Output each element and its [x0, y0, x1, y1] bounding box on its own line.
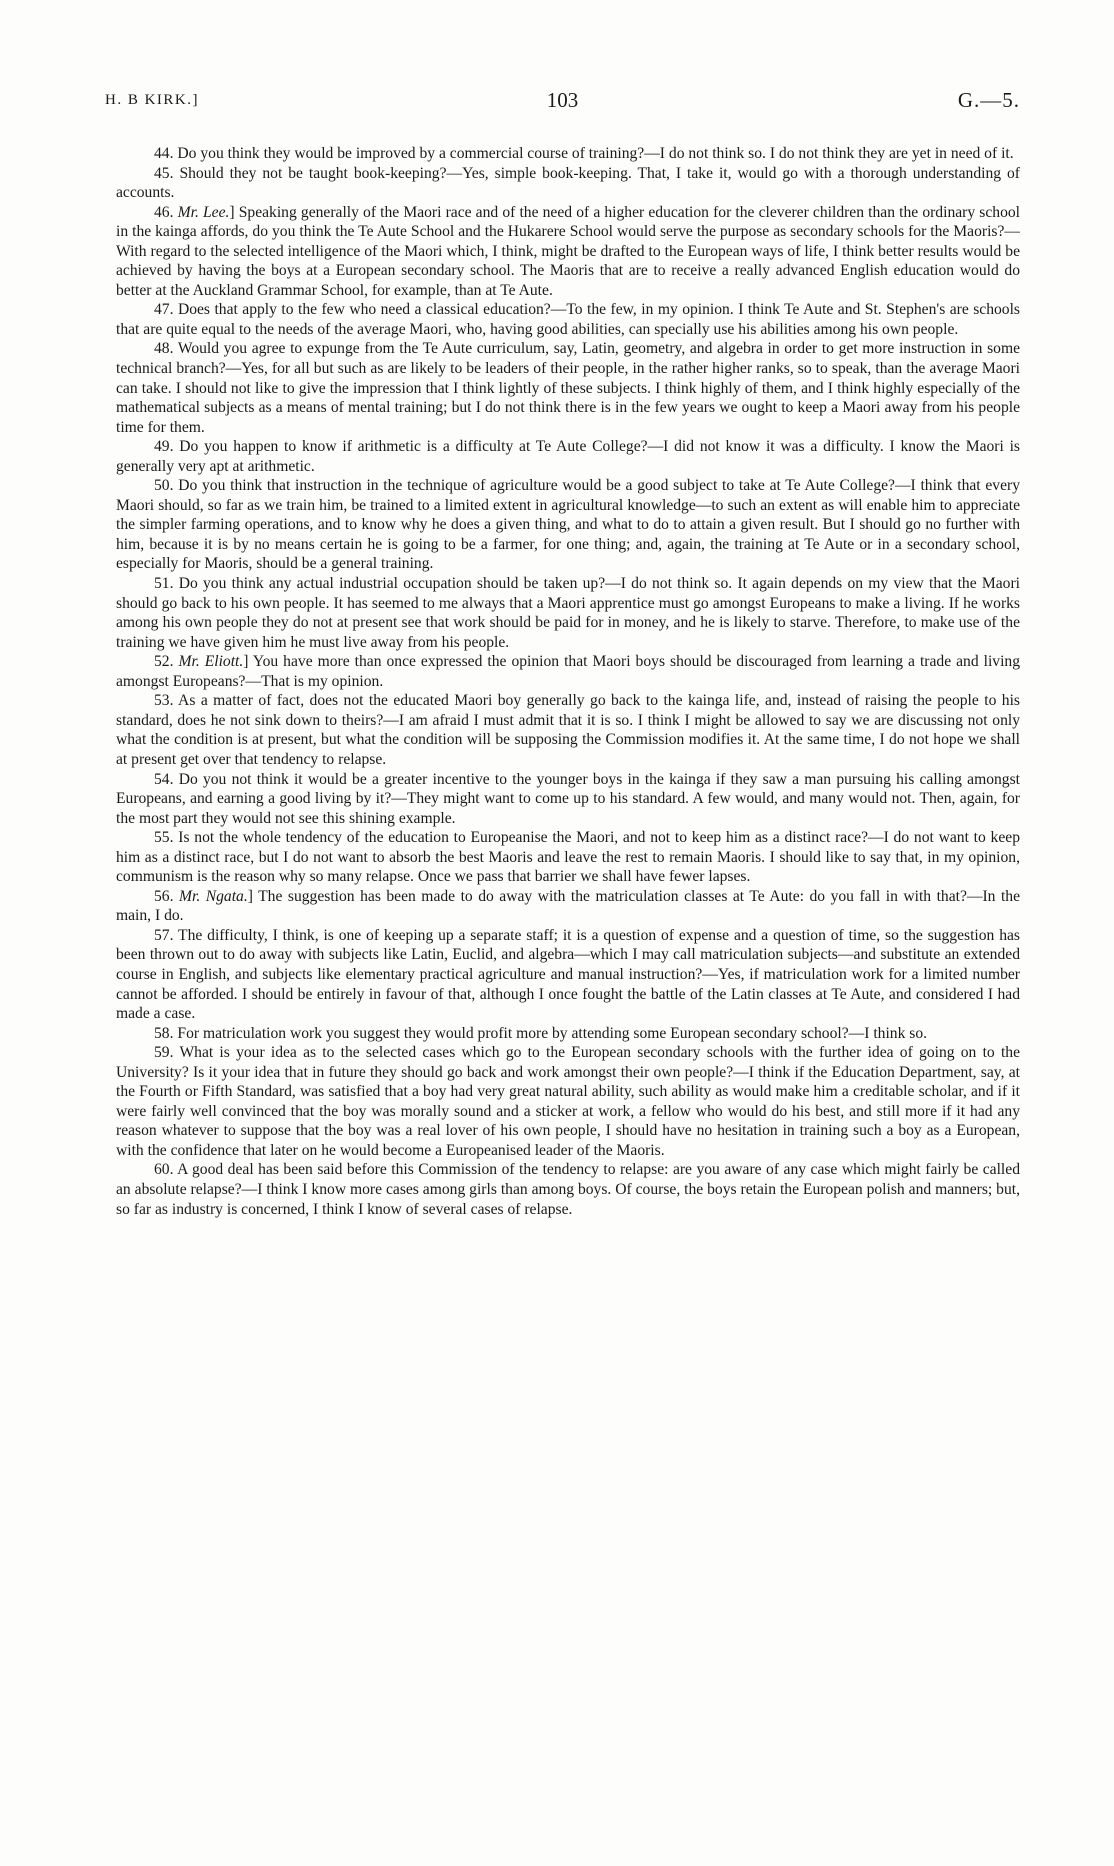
- paragraph-text: 44. Do you think they would be improved by a commercial course of training?—I do not think so. I do not think they are yet in need of it.: [154, 145, 1014, 162]
- paragraph-q55: [116, 828, 1020, 887]
- page-header: [105, 84, 1020, 124]
- paragraph-text: 45. Should they not be taught book-keeping?—Yes, simple book-keeping. That, I take it, would go with a thorough understanding of accounts.: [116, 164, 1020, 202]
- paragraph-text: 58. For matriculation work you suggest they would profit more by attending some European secondary school?—I think so.: [154, 1024, 928, 1042]
- paragraph-q60: [116, 1160, 1020, 1219]
- paragraph-q52: [116, 652, 1020, 691]
- paragraph-text: 50. Do you think that instruction in the technique of agriculture would be a good subject to take at Te Aute College?—I think that every Maori should, so far as we train him, be trained to a limited extent in agricultural knowledge—to such an extent as will enable him to appreciate the simpler farming operations, and to know why he does a given thing, and what to do to attain a given result. But I should go no further with him, because it is by no means certain he is going to be a farmer, for one thing; and, again, the training at Te Aute or in a secondary school, especially for Maoris, should be a general training.: [116, 477, 1020, 573]
- paragraph-text: 59. What is your idea as to the selected cases which go to the European secondary schools with the further idea of going on to the University? Is it your idea that in future they should go back and work amongst their own people?—I think if the Education Department, say, at the Fourth or Fifth Standard, was satisfied that a boy had very great natural ability, such ability as would make him a creditable scholar, and if it were fairly well convinced that the boy was morally sound and a sticker at work, a fellow who would do his best, and still more if it had any reason whatever to suppose that the boy was a real lover of his own people, I should have no hesitation in training such a boy as a European, with the confidence that later on he would become a Europeanised leader of the Maoris.: [116, 1044, 1020, 1159]
- paragraph-text: 54. Do you not think it would be a greater incentive to the younger boys in the kainga if they saw a man pursuing his calling amongst Europeans, and earning a good living by it?—They might want to come up to his standard. A few would, and many would not. Then, again, for the most part they would not see this shining example.: [116, 770, 1020, 827]
- paragraph-text: 53. As a matter of fact, does not the educated Maori boy generally go back to the kainga life, and, instead of raising the people to his standard, does he not sink down to theirs?—I am afraid I must admit that it is so. I think I might be allowed to say we are discussing not only what the condition is at present, but what the condition will be supposing the Commission modifies it. At the same time, I do not hope we shall at present get over that tendency to relapse.: [116, 692, 1020, 768]
- speaker-name: Mr. Lee.: [177, 203, 230, 221]
- paragraph-text: 49. Do you happen to know if arithmetic is a difficulty at Te Aute College?—I did not know it was a difficulty. I know the Maori is generally very apt at arithmetic.: [116, 438, 1020, 475]
- paragraph-q53: [116, 691, 1020, 769]
- speaker-name: Mr. Eliott.: [178, 653, 244, 671]
- paragraph-q59: [116, 1043, 1020, 1160]
- paragraph-number: 52.: [154, 653, 179, 671]
- paragraph-q54: [116, 770, 1020, 829]
- paragraph-q51: [116, 574, 1020, 652]
- paragraph-text: 51. Do you think any actual industrial occupation should be taken up?—I do not think so. It again depends on my view that the Maori should go back to his own people. It has seemed to me always that a Maori apprentice must go amongst Europeans to make a living. If he works among his own people they do not at present see that work should be paid for in money, and he is likely to starve. Therefore, to make use of the training we have given him he must live away from his people.: [116, 575, 1020, 651]
- paragraph-q56: [116, 887, 1020, 926]
- document-reference: G.—5.: [957, 88, 1020, 112]
- paragraph-number: 46.: [154, 203, 178, 221]
- document-body: [116, 144, 1020, 1219]
- paragraph-q57: [116, 926, 1020, 1024]
- paragraph-q45: [116, 164, 1020, 203]
- page-number: 103: [546, 88, 579, 112]
- paragraph-text: 60. A good deal has been said before this Commission of the tendency to relapse: are you aware of any case which might fairly be called an absolute relapse?—I think I know more cases among girls than among boys. Of course, the boys retain the European polish and manners; but, so far as industry is concerned, I think I know of several cases of relapse.: [116, 1161, 1020, 1218]
- speaker-name: Mr. Ngata.: [179, 887, 248, 905]
- paragraph-text: ] The suggestion has been made to do away with the matriculation classes at Te Aute: do you fall in with that?—In the main, I do.: [116, 887, 1021, 925]
- paragraph-number: 56.: [154, 887, 179, 905]
- paragraph-q58: [116, 1024, 1020, 1044]
- paragraph-q46: [116, 203, 1020, 301]
- paragraph-q44: [116, 144, 1020, 164]
- paragraph-text: 57. The difficulty, I think, is one of keeping up a separate staff; it is a question of expense and a question of time, so the suggestion has been thrown out to do away with subjects like Latin, Euclid, and algebra—which I may call matriculation subjects—and substitute an extended course in English, and subjects like elementary practical agriculture and manual instruction?—Yes, if matriculation work for a limited number cannot be afforded. I should be entirely in favour of that, although I once fought the battle of the Latin classes at Te Aute, and considered I had made a case.: [116, 926, 1020, 1023]
- paragraph-text: 55. Is not the whole tendency of the education to Europeanise the Maori, and not to keep him as a distinct race?—I do not want to keep him as a distinct race, but I do not want to absorb the best Maoris and leave the rest to remain Maoris. I should like to say that, in my opinion, communism is the reason why so many relapse. Once we pass that barrier we shall have fewer lapses.: [116, 829, 1020, 886]
- paragraph-q50: [116, 476, 1020, 574]
- paragraph-text: ] You have more than once expressed the opinion that Maori boys should be discouraged from learning a trade and living amongst Europeans?—That is my opinion.: [116, 653, 1021, 690]
- paragraph-q49: [116, 437, 1020, 476]
- paragraph-text: 48. Would you agree to expunge from the Te Aute curriculum, say, Latin, geometry, and algebra in order to get more instruction in some technical branch?—Yes, for all but such as are likely to be leaders of their people, in the rather higher ranks, so to speak, than the average Maori can take. I should not like to give the impression that I think lightly of these subjects. I think highly of them, and I think highly especially of the mathematical subjects as a means of mental training; but I do not think there is in the few years we ought to keep a Maori away from his people time for them.: [116, 340, 1020, 436]
- paragraph-q48: [116, 339, 1020, 437]
- paragraph-text: ] Speaking generally of the Maori race and of the need of a higher education for the cleverer children than the ordinary school in the kainga affords, do you think the Te Aute School and the Hukarere School would serve the purpose as secondary schools for the Maoris?—With regard to the selected intelligence of the Maori which, I think, might be drafted to the European ways of life, I think better results would be achieved by having the boys at a European secondary school. The Maoris that are to receive a really advanced English education would do better at the Auckland Grammar School, for example, than at Te Aute.: [116, 203, 1020, 299]
- running-head-author: H. B KIRK.]: [105, 92, 199, 108]
- paragraph-q47: [116, 300, 1020, 339]
- paragraph-text: 47. Does that apply to the few who need a classical education?—To the few, in my opinion. I think Te Aute and St. Stephen's are schools that are quite equal to the needs of the average Maori, who, having good abilities, can specially use his abilities among his own people.: [116, 301, 1020, 338]
